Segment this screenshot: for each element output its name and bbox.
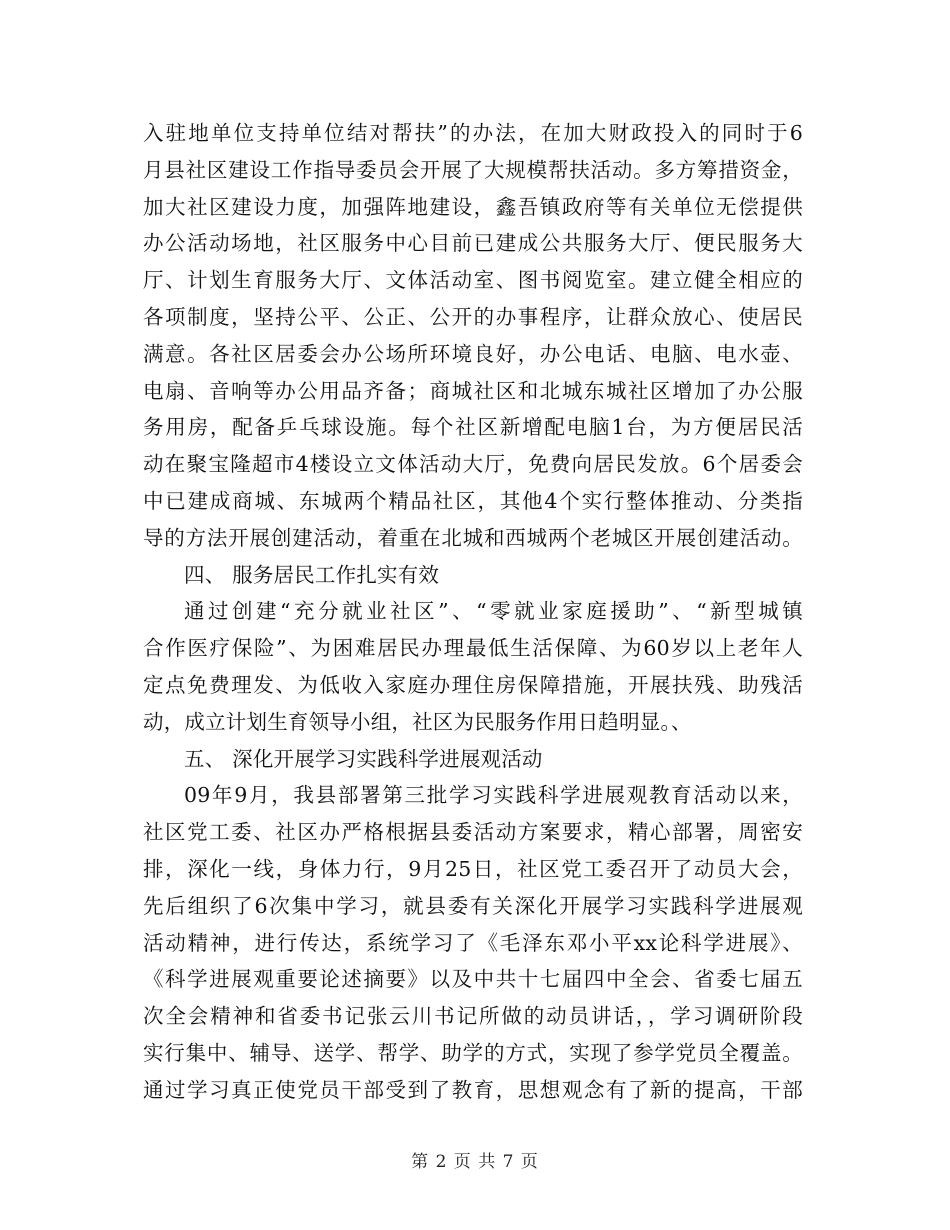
text-line: 合作医疗保险”、为困难居民办理最低生活保障、为60岁以上老年人 bbox=[143, 636, 803, 661]
section-heading: 五、 深化开展学习实践科学进展观活动 bbox=[184, 746, 543, 771]
text-line: 办公活动场地，社区服务中心目前已建成公共服务大厅、便民服务大 bbox=[143, 231, 803, 256]
text-line: 月县社区建设工作指导委员会开展了大规模帮扶活动。多方筹措资金， bbox=[143, 157, 803, 182]
text-line: 次全会精神和省委书记张云川书记所做的动员讲话，，学习调研阶段 bbox=[143, 1004, 803, 1029]
text-line: 活动精神，进行传达，系统学习了《毛泽东邓小平xx论科学进展》、 bbox=[143, 930, 803, 955]
text-line: 加大社区建设力度，加强阵地建设，鑫吾镇政府等有关单位无偿提供 bbox=[143, 194, 803, 219]
text-line: 导的方法开展创建活动，着重在北城和西城两个老城区开展创建活动。 bbox=[143, 525, 803, 550]
text-line: 电扇、音响等办公用品齐备；商城社区和北城东城社区增加了办公服 bbox=[143, 378, 803, 403]
page-number-footer: 第 2 页 共 7 页 bbox=[411, 1152, 539, 1172]
text-line: 通过学习真正使党员干部受到了教育，思想观念有了新的提高，干部 bbox=[143, 1077, 803, 1102]
text-line: 先后组织了6次集中学习，就县委有关深化开展学习实践科学进展观 bbox=[143, 893, 803, 918]
text-line: 实行集中、辅导、送学、帮学、助学的方式，实现了参学党员全覆盖。 bbox=[143, 1040, 803, 1065]
text-line: 09年9月，我县部署第三批学习实践科学进展观教育活动以来， bbox=[184, 783, 803, 808]
text-line: 通过创建“充分就业社区”、“零就业家庭援助”、“新型城镇 bbox=[184, 599, 803, 624]
text-line: 各项制度，坚持公平、公正、公开的办事程序，让群众放心、使居民 bbox=[143, 304, 803, 329]
text-line: 务用房，配备乒乓球设施。每个社区新增配电脑1台，为方便居民活 bbox=[143, 415, 803, 440]
text-line: 动在聚宝隆超市4楼设立文体活动大厅，免费向居民发放。6个居委会 bbox=[143, 452, 803, 477]
section-heading: 四、 服务居民工作扎实有效 bbox=[184, 562, 440, 587]
body-text bbox=[143, 115, 803, 1109]
text-line: 厅、计划生育服务大厅、文体活动室、图书阅览室。建立健全相应的 bbox=[143, 268, 803, 293]
text-line: 动，成立计划生育领导小组，社区为民服务作用日趋明显。、 bbox=[143, 709, 692, 734]
text-line: 排，深化一线，身体力行，9月25日，社区党工委召开了动员大会， bbox=[143, 856, 803, 881]
text-line: 中已建成商城、东城两个精品社区，其他4个实行整体推动、分类指 bbox=[143, 488, 803, 513]
text-line: 《科学进展观重要论述摘要》以及中共十七届四中全会、省委七届五 bbox=[143, 967, 803, 992]
text-line: 入驻地单位支持单位结对帮扶”的办法，在加大财政投入的同时于6 bbox=[143, 121, 803, 145]
text-line: 定点免费理发、为低收入家庭办理住房保障措施，开展扶残、助残活 bbox=[143, 672, 803, 697]
text-line: 满意。各社区居委会办公场所环境良好，办公电话、电脑、电水壶、 bbox=[143, 341, 803, 366]
text-line: 社区党工委、社区办严格根据县委活动方案要求，精心部署，周密安 bbox=[143, 820, 803, 845]
